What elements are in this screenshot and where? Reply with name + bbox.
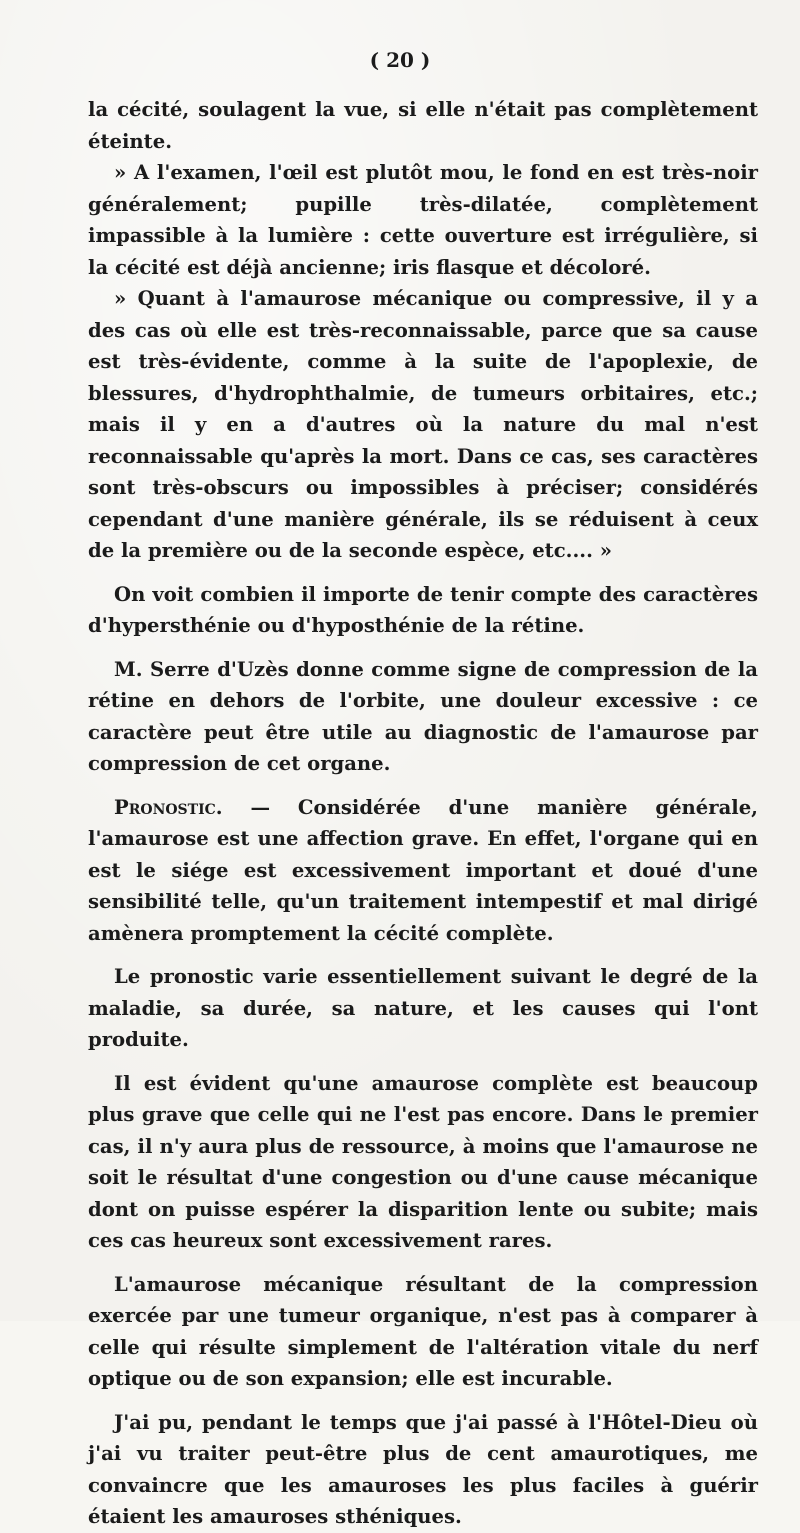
body-text — [88, 94, 758, 1533]
paragraph-continuation: la cécité, soulagent la vue, si elle n'était pas complètement éteinte. — [88, 98, 758, 153]
paragraph-compression: L'amaurose mécanique résultant de la compression exercée par une tumeur organique, n'est pas à comparer à celle qui résulte simplement de l'altération vitale du nerf optique ou de son expansion; elle est incurable. — [88, 1272, 758, 1390]
paragraph-hotel-dieu: J'ai pu, pendant le temps que j'ai passé à l'Hôtel-Dieu où j'ai vu traiter peut-être plus de cent amaurotiques, me convaincre que les amauroses les plus faciles à guérir étaient les amauroses sthéniques. — [88, 1410, 758, 1528]
page-number: ( 20 ) — [369, 48, 431, 72]
paragraph-degre: Le pronostic varie essentiellement suivant le degré de la maladie, sa durée, sa nature, et les causes qui l'ont produite. — [88, 965, 758, 1051]
paragraph-examen: » A l'examen, l'œil est plutôt mou, le fond en est très-noir généralement; pupille très-dilatée, complètement impassible à la lumière : cette ouverture est irrégulière, si la cécité est déjà ancienne; iris flasque et décoloré. — [88, 161, 758, 279]
paragraph-hypersthenie: On voit combien il importe de tenir compte des caractères d'hypersthénie ou d'hyposthénie de la rétine. — [88, 582, 758, 637]
pronostic-heading: Pronostic. — [114, 795, 223, 819]
paragraph-amaurose-mecanique: » Quant à l'amaurose mécanique ou compressive, il y a des cas où elle est très-reconnaissable, parce que sa cause est très-évidente, comme à la suite de l'apoplexie, de blessures, d'hydrophthalmie, de tumeurs orbitaires, etc.; mais il y en a d'autres où la nature du mal n'est reconnaissable qu'après la mort. Dans ce cas, ses caractères sont très-obscurs ou impossibles à préciser; considérés cependant d'une manière générale, ils se réduisent à ceux de la première ou de la seconde espèce, etc.... » — [88, 287, 758, 562]
paragraph-amaurose-complete: Il est évident qu'une amaurose complète est beaucoup plus grave que celle qui ne l'est pas encore. Dans le premier cas, il n'y aura plus de ressource, à moins que l'amaurose ne soit le résultat d'une congestion ou d'une cause mécanique dont on puisse espérer la disparition lente ou subite; mais ces cas heureux sont excessivement rares. — [88, 1071, 758, 1252]
paragraph-pronostic — [88, 792, 758, 950]
pronostic-text: — Considérée d'une manière générale, l'amaurose est une affection grave. En effet, l'organe qui en est le siége est excessivement important et doué d'une sensibilité telle, qu'un traitement intempestif et mal dirigé amènera promptement la cécité complète. — [88, 795, 758, 945]
paragraph-serre-uzes: M. Serre d'Uzès donne comme signe de compression de la rétine en dehors de l'orbite, une douleur excessive : ce caractère peut être utile au diagnostic de l'amaurose par compression de cet organe. — [88, 657, 758, 775]
